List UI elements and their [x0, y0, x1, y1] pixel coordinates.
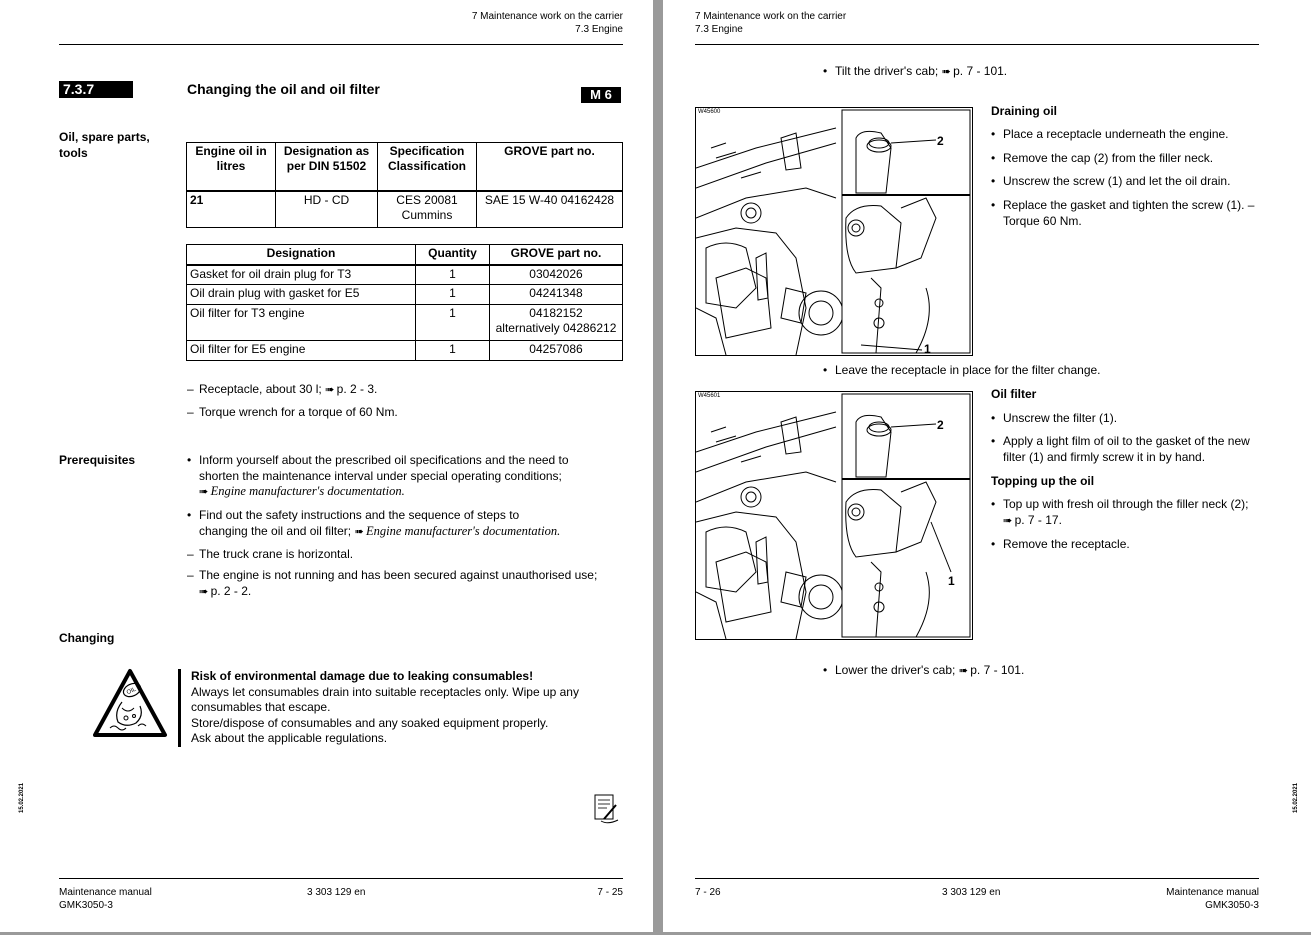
page-number: 7 - 25 — [597, 887, 623, 898]
footer-rule — [695, 878, 1259, 879]
prerequisite-text: The truck crane is horizontal. — [199, 547, 354, 561]
warning-line: consumables that escape. — [191, 700, 331, 714]
step-text: Place a receptacle underneath the engine. — [1003, 127, 1229, 141]
footer-manual — [59, 886, 152, 912]
cross-reference-link[interactable]: p. 7 - 101. — [953, 64, 1008, 78]
table-cell: 04241348 — [490, 285, 623, 305]
header — [695, 10, 846, 36]
table-cell: 1 — [416, 341, 490, 361]
table-header: GROVE part no. — [477, 143, 623, 191]
notes-icon — [592, 793, 622, 825]
oil-spec-table — [186, 142, 623, 228]
step-text: Leave the receptacle in place for the filter change. — [835, 363, 1101, 377]
footer-model: GMK3050-3 — [1205, 900, 1259, 911]
warning-line: Ask about the applicable regulations. — [191, 731, 388, 745]
prerequisite-text: The engine is not running and has been secured against unauthorised use; — [199, 568, 598, 582]
table-header: Specification Classification — [378, 143, 477, 191]
warning-text — [191, 669, 611, 747]
table-cell: SAE 15 W-40 04162428 — [477, 191, 623, 228]
header — [472, 10, 623, 36]
table-cell: HD - CD — [276, 191, 378, 228]
table-row — [187, 285, 623, 305]
footer-manual-title: Maintenance manual — [59, 887, 152, 898]
oil-filter-heading: Oil filter — [991, 387, 1037, 401]
step-text: Unscrew the screw (1) and let the oil drain. — [1003, 174, 1231, 188]
table-cell: 1 — [416, 305, 490, 341]
header-chapter: 7 Maintenance work on the carrier — [695, 11, 847, 22]
engine-illustration — [696, 108, 972, 355]
ref-arrow-icon: ➠ — [941, 66, 950, 78]
section-title: Changing the oil and oil filter — [187, 81, 380, 97]
ref-arrow-icon: ➠ — [199, 486, 208, 498]
step-text: Replace the gasket and tighten the screw (1). – — [1003, 198, 1255, 212]
prerequisite-text: shorten the maintenance interval under special operating conditions; — [199, 468, 562, 483]
engine-figure-drain — [695, 107, 973, 356]
section-number: 7.3.7 — [59, 81, 133, 98]
oil-label: OIL — [125, 686, 138, 697]
table-header: Engine oil in litres — [187, 143, 276, 191]
header-chapter: 7 Maintenance work on the carrier — [471, 11, 623, 22]
date-stamp: 15.02.2021 — [19, 782, 25, 813]
cross-reference-link[interactable]: p. 2 - 2. — [210, 583, 252, 598]
tool-text: Torque wrench for a torque of 60 Nm. — [199, 405, 398, 419]
table-cell: Oil filter for E5 engine — [187, 341, 416, 361]
maintenance-badge: M 6 — [581, 87, 621, 103]
engine-figure-filter — [695, 391, 973, 640]
prerequisite-text: changing the oil and oil filter; — [199, 523, 355, 538]
header-section: 7.3 Engine — [695, 24, 743, 35]
footer-docno: 3 303 129 en — [942, 887, 1001, 898]
table-cell: CES 20081 Cummins — [378, 191, 477, 228]
step-text: Lower the driver's cab; — [835, 663, 959, 677]
tool-text: Receptacle, about 30 l; — [199, 382, 326, 396]
callout-1: 1 — [948, 574, 955, 588]
step-text: filter (1) and firmly screw it in by hand. — [1003, 449, 1206, 464]
table-row — [187, 265, 623, 285]
part-number: 04182152 — [529, 306, 583, 320]
step-text: Remove the receptacle. — [1003, 537, 1130, 551]
footer-model: GMK3050-3 — [59, 900, 113, 911]
warning-title: Risk of environmental damage due to leaking consumables! — [191, 669, 534, 683]
table-cell: 1 — [416, 265, 490, 285]
table-row — [187, 305, 623, 341]
parts-table — [186, 244, 623, 361]
prerequisite-text: Find out the safety instructions and the sequence of steps to — [199, 508, 520, 522]
prerequisite-text: Inform yourself about the prescribed oil specifications and the need to — [199, 453, 569, 467]
cross-reference-link[interactable]: Engine manufacturer's documentation. — [366, 523, 561, 538]
step-text: Top up with fresh oil through the filler neck (2); — [1003, 497, 1249, 511]
warning-bar — [178, 669, 181, 747]
footer-rule — [59, 878, 623, 879]
right-page: 7 Maintenance work on the carrier 7.3 Engine • Tilt the driver's cab; ➠ p. 7 - 101. W45600 2 1 Draining oil • Place a receptacle underneath the engine. • Remove the cap (2) from the filler neck. • Unscrew the screw (1) and let the oil drain. • Replace the gasket and tighten the screw (1). – Torque 60 Nm. • Leave the receptacle in place for the filter change. W45601 2 1 Oil filter • Unscrew the filter (1). • Apply a light film of oil to the gasket of the new filter (1) and firmly screw it in by hand. Topping up the oil • Top up with fresh oil through the filler neck (2); ➠ p. 7 - 17. • Remove the receptacle. • Lower the driver's cab; ➠ p. 7 - 101. 7 - 26 3 303 129 en Maintenance manual GMK3050-3 15.02.2021 — [663, 0, 1311, 932]
environment-warning-icon — [92, 668, 168, 738]
engine-illustration — [696, 392, 972, 639]
header-section: 7.3 Engine — [575, 24, 623, 35]
table-cell: 04257086 — [490, 341, 623, 361]
table-cell: 1 — [416, 285, 490, 305]
table-row — [187, 341, 623, 361]
table-cell: Oil filter for T3 engine — [187, 305, 416, 341]
part-number-alt: alternatively 04286212 — [495, 321, 617, 335]
cross-reference-link[interactable]: p. 7 - 17. — [1014, 512, 1062, 527]
cross-reference-link[interactable]: Engine manufacturer's documentation. — [210, 484, 405, 498]
prerequisites-heading: Prerequisites — [59, 453, 136, 467]
ref-arrow-icon: ➠ — [958, 665, 967, 677]
table-header: Designation — [187, 245, 416, 265]
table-cell: 21 — [187, 191, 276, 228]
step-text: Remove the cap (2) from the filler neck. — [1003, 151, 1214, 165]
callout-1: 1 — [924, 342, 931, 355]
table-header: Designation as per DIN 51502 — [276, 143, 378, 191]
ref-arrow-icon: ➠ — [199, 585, 208, 598]
footer-manual — [1166, 886, 1259, 912]
step-text: Unscrew the filter (1). — [1003, 411, 1118, 425]
table-header: GROVE part no. — [490, 245, 623, 265]
callout-2: 2 — [937, 134, 944, 148]
left-page: 7 Maintenance work on the carrier 7.3 Engine 7.3.7 Changing the oil and oil filter M 6 Oil, spare parts, tools Engine oil in litres Designation as per DIN 51502 Specification Classification GROVE part no. 21 HD - CD CES 20081 Cummins SAE 15 W-40 04162428 Designation Quantity GROVE part no. Gasket for oil drain plug for T3 1 03042026 Oil drain plug with gasket for E5 1 04241348 Oil filter for T3 engine 1 04182152 alternatively 04286212 Oil filter for E5 engine 1 04257086 – Receptacle, about 30 l; ➠ p. 2 - 3. – Torque wrench for a torque of 60 Nm. Prerequisites • Inform yourself about the prescribed oil specifications and the need to shorten the maintenance interval under special operating conditions; ➠ Engine manufacturer's documentation. • Find out the safety instructions and the sequence of steps to changing the oil and oil filter; ➠ Engine manufacturer's documentation. – The truck crane is horizontal. – The engine is not running and has been secured against unauthorised use; ➠ p. 2 - 2. Changing OIL Risk of environmental damage due to leaking consumables! Always let consumables drain into suitable receptacles only. Wipe up any consumables that escape. Store/dispose of consumables and any soaked equipment properly. Ask about the applicable regulations. Maintenance manual GMK3050-3 3 303 129 en 7 - 25 15.02.2021 — [0, 0, 653, 932]
footer-docno: 3 303 129 en — [307, 887, 366, 898]
step-text: Tilt the driver's cab; — [835, 64, 942, 78]
date-stamp: 15.02.2021 — [1293, 782, 1299, 813]
table-cell: Gasket for oil drain plug for T3 — [187, 265, 416, 285]
table-cell: Oil drain plug with gasket for E5 — [187, 285, 416, 305]
callout-2: 2 — [937, 418, 944, 432]
table-cell: 03042026 — [490, 265, 623, 285]
oil-parts-heading: Oil, spare parts, tools — [59, 130, 150, 160]
figure-id: W45601 — [698, 393, 721, 399]
ref-arrow-icon: ➠ — [1003, 514, 1012, 527]
table-cell — [490, 305, 623, 341]
step-text: Torque 60 Nm. — [1003, 213, 1082, 228]
figure-id: W45600 — [698, 109, 721, 115]
header-rule — [695, 44, 1259, 45]
warning-line: Store/dispose of consumables and any soaked equipment properly. — [191, 715, 549, 730]
cross-reference-link[interactable]: p. 7 - 101. — [970, 663, 1025, 677]
topping-heading: Topping up the oil — [991, 474, 1095, 488]
ref-arrow-icon: ➠ — [325, 384, 334, 396]
changing-heading: Changing — [59, 631, 115, 645]
warning-line: Always let consumables drain into suitable receptacles only. Wipe up any — [191, 684, 579, 699]
step-text: Apply a light film of oil to the gasket of the new — [1003, 434, 1250, 448]
header-rule — [59, 44, 623, 45]
ref-arrow-icon: ➠ — [354, 525, 363, 538]
footer-manual-title: Maintenance manual — [1166, 887, 1259, 898]
page-number: 7 - 26 — [695, 887, 721, 898]
table-header: Quantity — [416, 245, 490, 265]
cross-reference-link[interactable]: p. 2 - 3. — [336, 382, 378, 396]
draining-heading: Draining oil — [991, 104, 1057, 118]
